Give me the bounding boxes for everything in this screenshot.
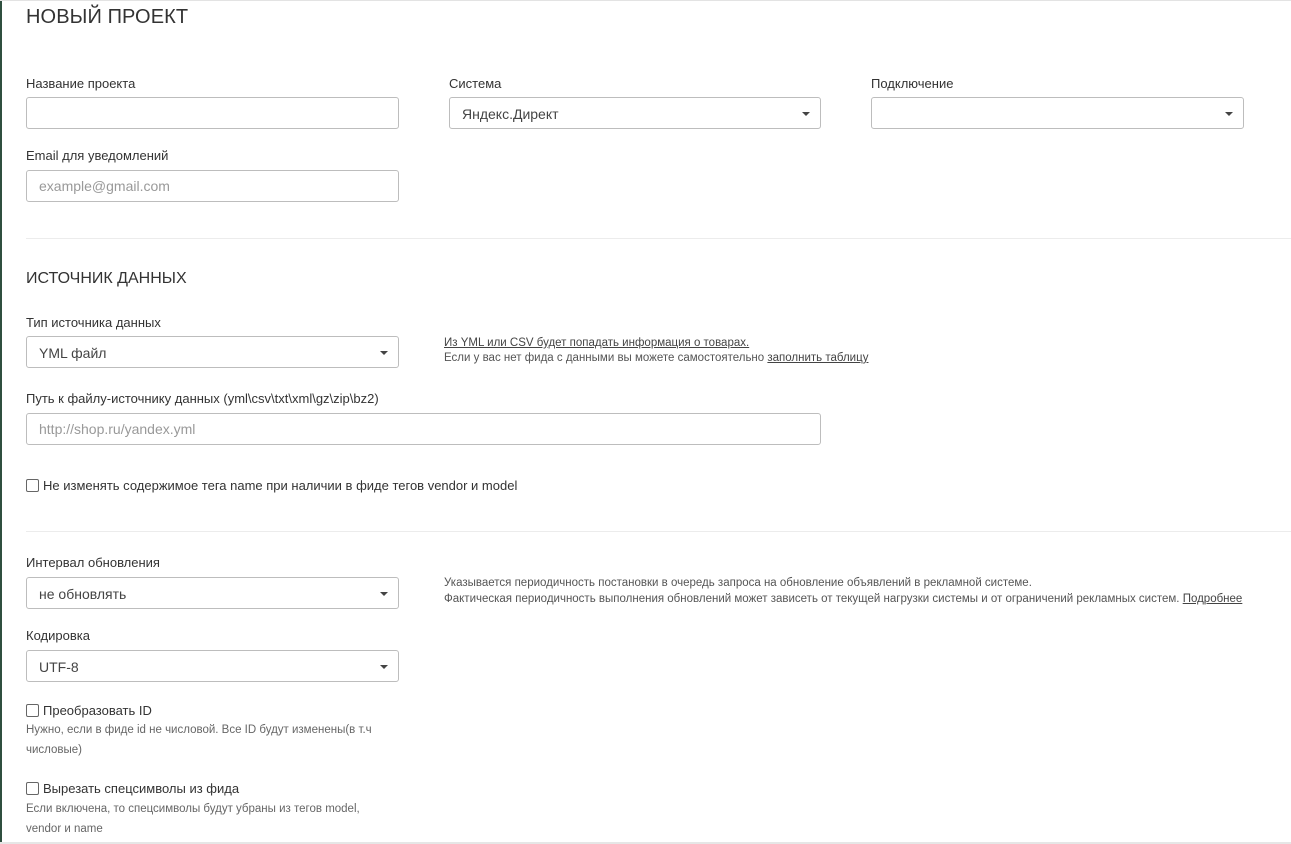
more-info-link[interactable]: Подробнее xyxy=(1182,593,1243,605)
project-name-input[interactable] xyxy=(27,98,398,128)
encoding-select[interactable] xyxy=(26,650,399,682)
convert-id-hint-line2: числовые) xyxy=(26,744,83,756)
interval-hint-text: Фактическая периодичность выполнения обновлений может зависеть от текущей нагрузки системы и от ограничений рекламных систем. xyxy=(444,593,1180,605)
email-label: Email для уведомлений xyxy=(26,148,169,163)
strip-special-checkbox-label[interactable]: Вырезать спецсимволы из фида xyxy=(43,781,240,796)
source-hint-link[interactable]: Из YML или CSV будет попадать информация о товарах. xyxy=(444,337,750,349)
section-divider xyxy=(26,531,1291,532)
page-top-border xyxy=(0,0,1291,1)
chevron-down-icon xyxy=(802,112,810,116)
chevron-down-icon xyxy=(380,665,388,669)
encoding-select-value: UTF-8 xyxy=(39,659,79,675)
chevron-down-icon xyxy=(1225,112,1233,116)
file-path-input[interactable] xyxy=(27,414,820,444)
project-name-label: Название проекта xyxy=(26,76,136,91)
encoding-label: Кодировка xyxy=(26,628,90,643)
connection-select[interactable] xyxy=(871,97,1244,129)
keep-name-checkbox[interactable] xyxy=(26,479,39,492)
file-path-input-wrap[interactable] xyxy=(26,413,821,445)
source-hint-prefix: Если у вас нет фида с данными вы можете самостоятельно xyxy=(444,352,768,364)
page-left-border xyxy=(0,0,2,844)
system-label: Система xyxy=(449,76,502,91)
interval-hint-line1: Указывается периодичность постановки в очередь запроса на обновление объявлений в рекламной системе. xyxy=(444,577,1032,589)
system-select[interactable] xyxy=(449,97,821,129)
page-title: НОВЫЙ ПРОЕКТ xyxy=(26,6,189,28)
email-field-wrap[interactable] xyxy=(26,170,399,202)
strip-special-hint-line1: Если включена, то спецсимволы будут убраны из тегов model, xyxy=(26,803,360,815)
update-interval-select-value: не обновлять xyxy=(39,586,127,602)
system-select-value: Яндекс.Директ xyxy=(462,106,559,122)
source-hint-text xyxy=(444,352,868,364)
convert-id-checkbox[interactable] xyxy=(26,704,39,717)
chevron-down-icon xyxy=(380,351,388,355)
source-type-select[interactable] xyxy=(26,336,399,368)
data-source-title: ИСТОЧНИК ДАННЫХ xyxy=(26,270,187,287)
connection-label: Подключение xyxy=(871,76,954,91)
chevron-down-icon xyxy=(380,592,388,596)
keep-name-checkbox-label[interactable]: Не изменять содержимое тега name при наличии в фиде тегов vendor и model xyxy=(43,478,518,493)
source-type-label: Тип источника данных xyxy=(26,315,161,330)
convert-id-checkbox-label[interactable]: Преобразовать ID xyxy=(43,703,152,718)
source-type-select-value: YML файл xyxy=(39,345,107,361)
project-name-input-wrap[interactable] xyxy=(26,97,399,129)
strip-special-hint-line2: vendor и name xyxy=(26,823,103,835)
interval-hint-line2 xyxy=(444,593,1242,605)
email-field[interactable] xyxy=(27,171,398,201)
fill-table-link[interactable]: заполнить таблицу xyxy=(767,352,869,364)
strip-special-checkbox[interactable] xyxy=(26,782,39,795)
section-divider xyxy=(26,238,1291,239)
convert-id-hint-line1: Нужно, если в фиде id не числовой. Все ID будут изменены(в т.ч xyxy=(26,724,372,736)
file-path-label: Путь к файлу-источнику данных (yml\csv\txt\xml\gz\zip\bz2) xyxy=(26,391,379,406)
update-interval-select[interactable] xyxy=(26,577,399,609)
update-interval-label: Интервал обновления xyxy=(26,555,160,570)
